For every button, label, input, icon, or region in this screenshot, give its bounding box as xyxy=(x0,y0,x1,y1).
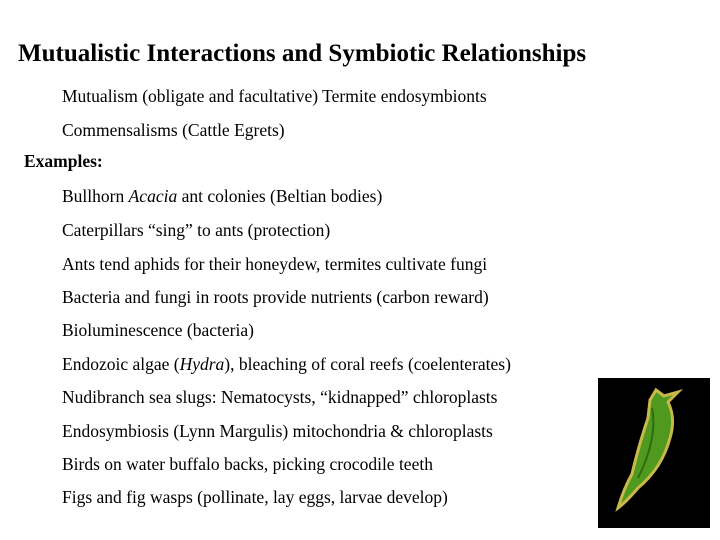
example-text: Endozoic algae ( xyxy=(62,354,180,374)
sea-slug-photo xyxy=(598,378,710,528)
slide-title: Mutualistic Interactions and Symbiotic Relationships xyxy=(18,40,587,67)
example-text: Figs and fig wasps (pollinate, lay eggs, larvae develop) xyxy=(62,487,448,507)
example-text: Bullhorn xyxy=(62,186,129,206)
example-text: Birds on water buffalo backs, picking crocodile teeth xyxy=(62,454,433,474)
italic-term: Hydra xyxy=(179,354,225,374)
italic-term: Acacia xyxy=(128,186,178,206)
example-item xyxy=(62,454,433,475)
example-item xyxy=(62,354,511,375)
example-text: ant colonies (Beltian bodies) xyxy=(177,186,383,206)
example-item xyxy=(62,220,330,241)
example-text: Nudibranch sea slugs: Nematocysts, “kidnapped” chloroplasts xyxy=(62,387,498,407)
example-text: Caterpillars “sing” to ants (protection) xyxy=(62,220,331,240)
example-text: Ants tend aphids for their honeydew, termites cultivate fungi xyxy=(62,254,488,274)
example-text: Bioluminescence (bacteria) xyxy=(62,320,254,340)
example-item xyxy=(62,387,497,408)
example-text: ), bleaching of coral reefs (coelenterates) xyxy=(224,354,511,374)
example-item xyxy=(62,487,448,508)
example-text: Endosymbiosis (Lynn Margulis) mitochondria & chloroplasts xyxy=(62,421,493,441)
example-item xyxy=(62,287,489,308)
example-item xyxy=(62,186,382,207)
example-item xyxy=(62,421,493,442)
sea-slug-image xyxy=(598,378,710,528)
example-item xyxy=(62,254,487,275)
example-text: Bacteria and fungi in roots provide nutrients (carbon reward) xyxy=(62,287,489,307)
intro-line: Commensalisms (Cattle Egrets) xyxy=(62,120,285,140)
examples-heading: Examples: xyxy=(24,151,103,171)
intro-line: Mutualism (obligate and facultative) Termite endosymbionts xyxy=(62,86,487,106)
example-item xyxy=(62,320,254,341)
